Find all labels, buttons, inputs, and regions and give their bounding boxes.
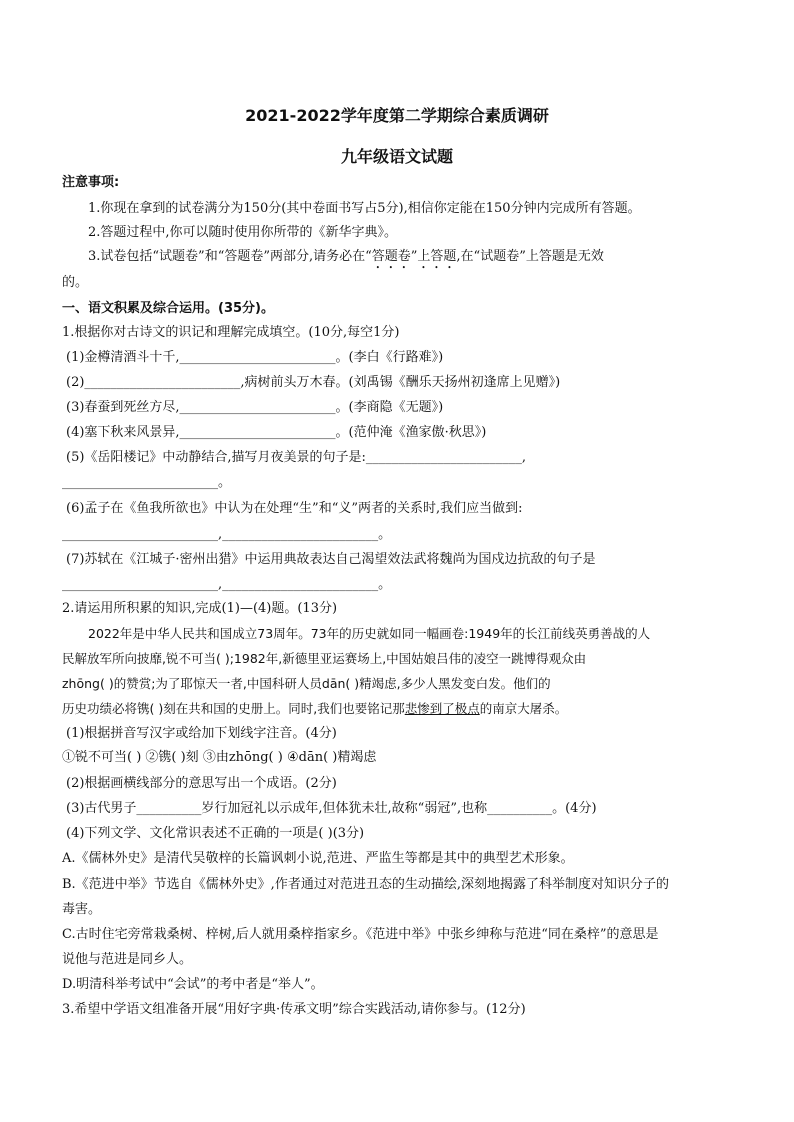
- q2-part-1: (1)根据拼音写汉字或给加下划线字注音。(4分): [66, 726, 337, 741]
- q1-item-6: (6)孟子在《鱼我所欲也》中认为在处理“生”和“义”两者的关系时,我们应当做到:: [66, 501, 523, 516]
- q1-item-1: (1)金樽清酒斗十千,________________________。(李白《行路难》): [66, 350, 444, 365]
- note-1: 1.你现在拿到的试卷满分为150分(其中卷面书写占5分),相信你定能在150分钟内完成所有答题。: [88, 201, 641, 216]
- q1-item-7: (7)苏轼在《江城子·密州出猎》中运用典故表达自己渴望效法武将魏尚为国戍边抗敌的句子是: [66, 552, 596, 567]
- exam-subtitle: 九年级语文试题: [340, 147, 453, 166]
- passage-line-4-a: 历史功绩必将镌( )刻在共和国的史册上。同时,我们也要铭记那: [62, 701, 405, 716]
- option-a: A.《儒林外史》是清代吴敬梓的长篇讽刺小说,范进、严监生等都是其中的典型艺术形象。: [62, 851, 574, 866]
- exam-title: 2021-2022学年度第二学期综合素质调研: [245, 106, 549, 125]
- q1-item-5: (5)《岳阳楼记》中动静结合,描写月夜美景的句子是:________________________,: [66, 450, 527, 465]
- note-3: [88, 248, 604, 272]
- passage-underlined-phrase: 悲惨到了极点: [404, 701, 480, 716]
- q3-stem: 3.希望中学语文组准备开展“用好字典·传承文明”综合实践活动,请你参与。(12分): [62, 1002, 526, 1017]
- note-2: 2.答题过程中,你可以随时使用你所带的《新华字典》。: [88, 225, 398, 240]
- option-b-cont: 毒害。: [62, 902, 102, 917]
- note-3-emphasis: “答题卷”上答题: [365, 249, 457, 264]
- q2-part-1-options: ①锐不可当( ) ②镌( )刻 ③由zhōng( ) ④dān( )精竭虑: [62, 750, 377, 765]
- q1-item-7-blank: ________________________,________________________。: [62, 577, 392, 592]
- q2-part-4: (4)下列文学、文化常识表述不正确的一项是( )(3分): [66, 826, 365, 841]
- q2-stem: 2.请运用所积累的知识,完成(1)—(4)题。(13分): [62, 601, 338, 616]
- note-3-end: 的。: [62, 275, 89, 290]
- q1-item-2: (2)________________________,病树前头万木春。(刘禹锡《酬乐天扬州初逢席上见赠》): [66, 375, 561, 390]
- option-c: C.古时住宅旁常栽桑树、梓树,后人就用桑梓指家乡。《范进中举》中张乡绅称与范进“同在桑梓”的意思是: [62, 927, 659, 942]
- q1-stem: 1.根据你对古诗文的识记和理解完成填空。(10分,每空1分): [62, 325, 400, 340]
- q2-part-2: (2)根据画横线部分的意思写出一个成语。(2分): [66, 776, 337, 791]
- q2-part-3: (3)古代男子__________岁行加冠礼以示成年,但体犹未壮,故称“弱冠”,也称__________。(4分): [66, 801, 597, 816]
- notes-heading: 注意事项:: [62, 175, 120, 190]
- q1-item-5-blank: ________________________。: [62, 475, 232, 490]
- passage-line-4-b: 的南京大屠杀。: [479, 701, 568, 716]
- option-c-cont: 说他与范进是同乡人。: [62, 952, 193, 967]
- q1-item-6-blank: ________________________,________________________。: [62, 527, 392, 542]
- q2-passage-line-3: zhōng( )的赞赏;为了耶惊天一者,中国科研人员dān( )精竭虑,多少人黑发变白发。他们的: [62, 676, 551, 691]
- option-b: B.《范进中举》节选自《儒林外史》,作者通过对范进丑态的生动描绘,深刻地揭露了科举制度对知识分子的: [62, 877, 669, 892]
- note-3-part-c: ,在“试题卷”上答题是无效: [456, 249, 604, 264]
- q2-passage-line-4: [62, 700, 567, 718]
- note-3-part-a: 3.试卷包括“试题卷”和“答题卷”两部分,请务必在: [88, 249, 366, 264]
- q2-passage-line-2: 民解放军所向披靡,锐不可当( );1982年,新德里亚运赛场上,中国姑娘吕伟的凌空一跳博得观众由: [62, 651, 587, 666]
- section-1-heading: 一、语文积累及综合运用。(35分)。: [62, 301, 274, 316]
- q2-passage-line-1: 2022年是中华人民共和国成立73周年。73年的历史就如同一幅画卷:1949年的长江前线英勇善战的人: [88, 626, 651, 641]
- option-d: D.明清科举考试中“会试”的考中者是“举人”。: [62, 977, 324, 992]
- q1-item-3: (3)春蚕到死丝方尽,________________________。(李商隐《无题》): [66, 400, 444, 415]
- q1-item-4: (4)塞下秋来风景异,________________________。(范仲淹《渔家傲·秋思》): [66, 425, 487, 440]
